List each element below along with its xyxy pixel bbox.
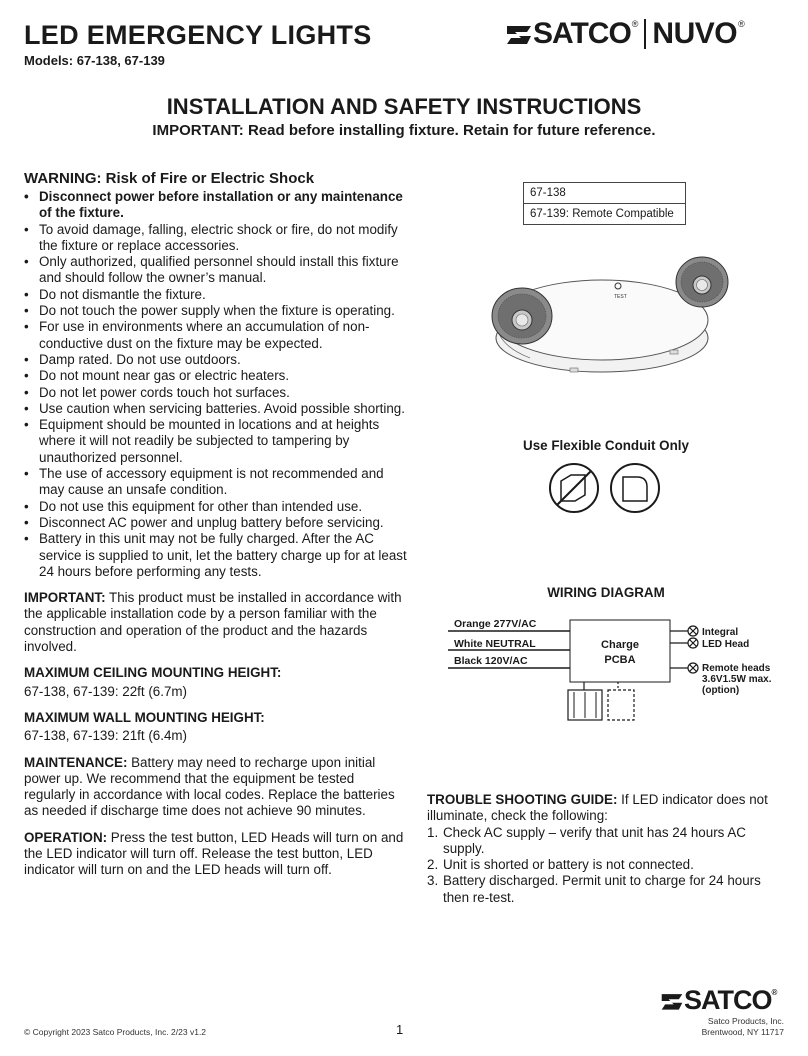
warning-item: • Battery in this unit may not be fully charged. After the AC service is supplied to unit, let the battery charge up for at least 24 hours before performing any tests. [24, 531, 409, 580]
warning-item: • Equipment should be mounted in locations and at heights where it will not readily be subjected to tampering by unauthorized personnel. [24, 417, 409, 466]
footer-brand-reg: ® [771, 988, 777, 997]
trouble-item [427, 825, 777, 858]
model-row: 67-138 [530, 187, 566, 199]
trouble-item-text: Battery discharged. Permit unit to charge for 24 hours then re-test. [443, 873, 761, 905]
trouble-item-number: 2. [427, 857, 439, 873]
conduit-heading: Use Flexible Conduit Only [523, 438, 689, 453]
warning-item: • Do not mount near gas or electric heaters. [24, 368, 409, 384]
model-numbers: Models: 67-138, 67-139 [24, 53, 165, 68]
operation-label: OPERATION: [24, 829, 108, 845]
maintenance-paragraph [24, 755, 409, 820]
brand-nuvo-reg: ® [738, 19, 745, 29]
warning-item: • Do not dismantle the fixture. [24, 287, 409, 303]
led-head-lamp-icons [688, 626, 698, 673]
warning-item: • Do not use this equipment for other than intended use. [24, 499, 409, 515]
company-name: Satco Products, Inc. [707, 1016, 784, 1026]
model-row: 67-139: Remote Compatible [524, 203, 685, 224]
trouble-item-text: Unit is shorted or battery is not connected. [443, 857, 694, 873]
satco-swoosh-icon [505, 20, 533, 48]
rigid-conduit-prohibited-icon [550, 464, 598, 512]
trouble-label: TROUBLE SHOOTING GUIDE: [427, 792, 618, 807]
trouble-item-number: 3. [427, 873, 439, 889]
troubleshooting-guide [427, 792, 777, 906]
fixture-illustration [490, 250, 730, 380]
wire-label-black: Black 120V/AC [454, 655, 528, 667]
page-number: 1 [396, 1022, 404, 1037]
trouble-item [427, 857, 777, 873]
label-remote-heads: Remote heads [702, 663, 771, 674]
ceiling-height-heading: MAXIMUM CEILING MOUNTING HEIGHT: [24, 665, 282, 681]
warning-item: • Only authorized, qualified personnel should install this fixture and should follow the owner’s manual. [24, 254, 409, 287]
company-address [640, 1016, 784, 1038]
warning-heading: WARNING: Risk of Fire or Electric Shock [24, 170, 315, 187]
wire-label-white: White NEUTRAL [454, 638, 536, 650]
label-led-head: LED Head [702, 639, 750, 650]
ceiling-height-value: 67-138, 67-139: 22ft (6.7m) [24, 683, 188, 699]
optional-battery-icon [608, 690, 634, 720]
test-button-label: TEST [614, 294, 627, 300]
brand-separator [644, 19, 646, 49]
trouble-intro [427, 792, 777, 825]
operation-text: Press the test button, LED Heads will turn on and the LED indicator will turn off. Release the test button, LED indicator will turn on and the LED heads will turn off. [24, 829, 404, 878]
trouble-item-number: 1. [427, 824, 439, 840]
warning-list [24, 189, 409, 580]
brand-nuvo: NUVO [652, 17, 738, 50]
maintenance-label: MAINTENANCE: [24, 754, 128, 770]
trouble-item [427, 873, 777, 906]
operation-paragraph [24, 830, 409, 879]
wiring-diagram [448, 612, 788, 724]
product-title: LED EMERGENCY LIGHTS [24, 20, 372, 50]
warning-item: • Disconnect AC power and unplug battery before servicing. [24, 515, 409, 531]
page-subtitle: IMPORTANT: Read before installing fixture. Retain for future reference. [152, 122, 656, 139]
brand-logo [505, 16, 745, 52]
warning-item: • To avoid damage, falling, electric shock or fire, do not modify the fixture or replace accessories. [24, 222, 409, 255]
pcba-label-charge: Charge [601, 639, 639, 651]
trouble-item-text: Check AC supply – verify that unit has 24 hours AC supply. [443, 824, 746, 856]
maintenance-text: Battery may need to recharge upon initial power up. We recommend that the equipment be tested regularly in accordance with local codes. Replace the batteries as needed if discharge time does not achieve 90 minutes. [24, 754, 395, 819]
copyright: © Copyright 2023 Satco Products, Inc. 2/23 v1.2 [24, 1027, 207, 1037]
warning-item: • Disconnect power before installation or any maintenance of the fixture. [24, 189, 409, 222]
trouble-intro-text: If LED indicator does not illuminate, check the following: [427, 792, 768, 824]
page-title: INSTALLATION AND SAFETY INSTRUCTIONS [166, 94, 642, 119]
flexible-conduit-icon [611, 464, 659, 512]
warning-item: • Do not let power cords touch hot surfaces. [24, 385, 409, 401]
label-integral: Integral [702, 627, 739, 638]
warning-item: • Damp rated. Do not use outdoors. [24, 352, 409, 368]
footer-brand: SATCO [684, 985, 772, 1015]
warning-item: • For use in environments where an accumulation of non-conductive dust on the fixture may be expected. [24, 319, 409, 352]
brand-satco-reg: ® [631, 19, 639, 29]
warning-item: • Do not touch the power supply when the fixture is operating. [24, 303, 409, 319]
important-paragraph [24, 590, 409, 655]
trouble-list [427, 825, 777, 906]
pcba-label-pcba: PCBA [604, 654, 636, 666]
conduit-icons [547, 461, 662, 515]
label-remote-rating: 3.6V1.5W max. [702, 674, 772, 685]
left-column [24, 170, 409, 879]
wiring-heading: WIRING DIAGRAM [547, 585, 665, 600]
satco-swoosh-icon [660, 989, 684, 1013]
wall-height-heading: MAXIMUM WALL MOUNTING HEIGHT: [24, 709, 265, 725]
company-city: Brentwood, NY 11717 [701, 1027, 784, 1037]
model-table [523, 182, 686, 225]
important-label: IMPORTANT: [24, 590, 106, 606]
wire-label-orange: Orange 277V/AC [454, 618, 537, 630]
warning-item: • Use caution when servicing batteries. Avoid possible shorting. [24, 401, 409, 417]
label-option: (option) [702, 685, 740, 696]
warning-item: • The use of accessory equipment is not recommended and may cause an unsafe condition. [24, 466, 409, 499]
wall-height-value: 67-138, 67-139: 21ft (6.4m) [24, 728, 188, 744]
brand-satco: SATCO [533, 17, 631, 50]
footer-logo [660, 985, 776, 1016]
important-text: This product must be installed in accordance with the applicable installation code by a person familiar with the construction and operation of the product and the hazards involved. [24, 590, 402, 655]
